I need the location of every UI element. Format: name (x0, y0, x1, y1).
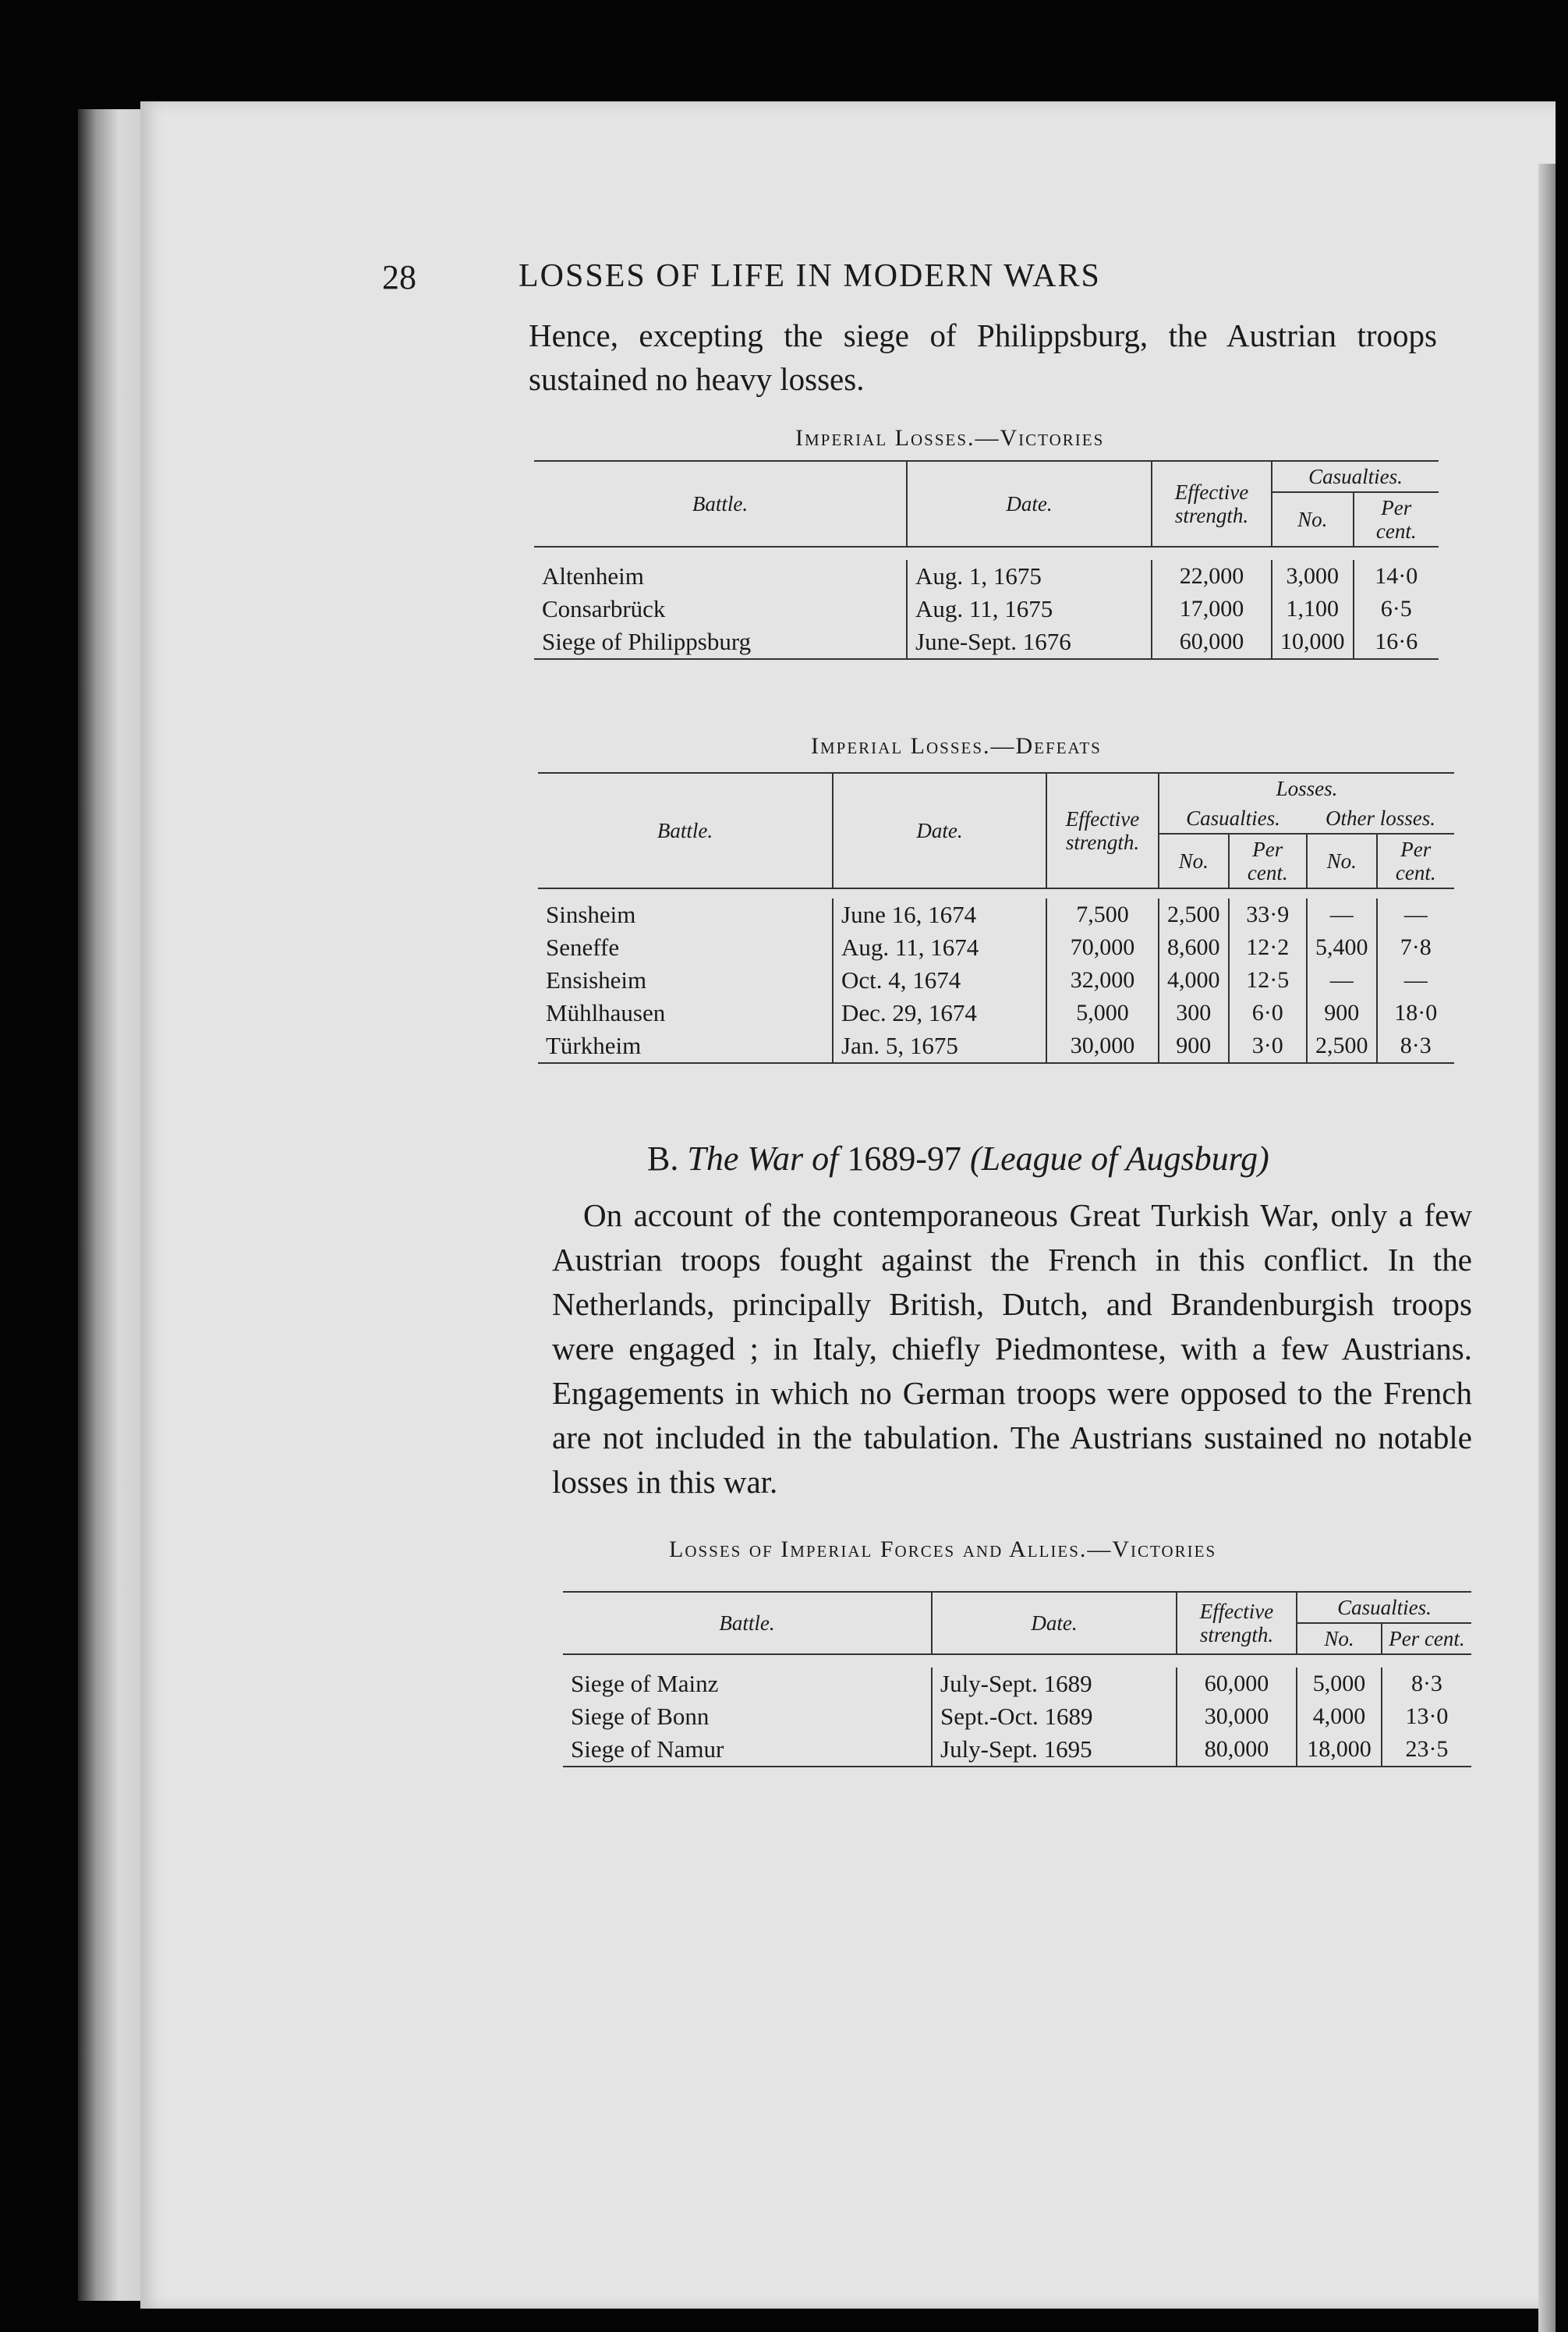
table-row (534, 626, 1439, 659)
battle-cell: Türkheim (546, 1032, 642, 1059)
date-cell: Sept.-Oct. 1689 (932, 1700, 1177, 1733)
other-no-cell: — (1307, 964, 1377, 997)
other-no-cell: 900 (1307, 997, 1377, 1030)
effective-cell: 30,000 (1177, 1700, 1297, 1733)
body-paragraph-block (552, 1193, 1472, 1504)
table3-header-percent: Per cent. (1382, 1623, 1471, 1654)
table3-header-casualties: Casualties. (1297, 1592, 1471, 1623)
table3-header-battle: Battle. (719, 1611, 775, 1635)
table-row (538, 1030, 1454, 1063)
table2-header-cas-percent: Per cent. (1229, 834, 1308, 888)
date-cell: July-Sept. 1695 (932, 1733, 1177, 1767)
date-cell: Oct. 4, 1674 (833, 964, 1046, 997)
battle-cell: Siege of Philippsburg (542, 628, 752, 655)
table2-header-battle: Battle. (657, 819, 713, 842)
section-years: 1689-97 (847, 1139, 961, 1178)
effective-cell: 70,000 (1046, 931, 1159, 964)
casualties-percent-cell: 14·0 (1354, 560, 1439, 593)
casualties-percent-cell: 16·6 (1354, 626, 1439, 659)
effective-cell: 60,000 (1177, 1667, 1297, 1700)
date-cell: Jan. 5, 1675 (833, 1030, 1046, 1063)
section-title-prefix: The War of (687, 1139, 839, 1178)
table1-header-effective: Effective strength. (1152, 461, 1272, 547)
battle-cell: Ensisheim (546, 966, 647, 994)
effective-cell: 22,000 (1152, 560, 1272, 593)
battle-cell: Sinsheim (546, 901, 636, 928)
table1-header-casualties: Casualties. (1272, 461, 1439, 492)
table1-header-date: Date. (907, 461, 1152, 547)
table1 (534, 460, 1439, 660)
table-row (538, 931, 1454, 964)
table2-header-oth-no: No. (1307, 834, 1377, 888)
casualties-percent-cell: 12·5 (1229, 964, 1308, 997)
page-edge (1538, 164, 1556, 2332)
effective-cell: 5,000 (1046, 997, 1159, 1030)
table-row (563, 1667, 1471, 1700)
table-row (534, 560, 1439, 593)
date-cell: Aug. 11, 1675 (907, 593, 1152, 626)
table2-header-casualties: Casualties. (1159, 803, 1307, 834)
table3-header-effective: Effective strength. (1177, 1592, 1297, 1654)
table1-header-battle: Battle. (692, 492, 749, 516)
casualties-percent-cell: 6·5 (1354, 593, 1439, 626)
casualties-no-cell: 10,000 (1272, 626, 1354, 659)
running-title: LOSSES OF LIFE IN MODERN WARS (519, 258, 1101, 294)
section-letter: B. (647, 1139, 679, 1178)
other-percent-cell: 8·3 (1377, 1030, 1455, 1063)
casualties-no-cell: 2,500 (1159, 898, 1229, 931)
casualties-no-cell: 1,100 (1272, 593, 1354, 626)
casualties-percent-cell: 8·3 (1382, 1667, 1471, 1700)
table1-caption: Imperial Losses.—Victories (795, 425, 1105, 451)
section-heading (647, 1139, 1269, 1178)
other-no-cell: 2,500 (1307, 1030, 1377, 1063)
battle-cell: Altenheim (542, 562, 644, 590)
casualties-percent-cell: 3·0 (1229, 1030, 1308, 1063)
table-row (534, 593, 1439, 626)
table2-header-other-losses: Other losses. (1307, 803, 1454, 834)
effective-cell: 60,000 (1152, 626, 1272, 659)
table2-header-date: Date. (833, 773, 1046, 888)
casualties-percent-cell: 33·9 (1229, 898, 1308, 931)
table-row (563, 1700, 1471, 1733)
date-cell: June-Sept. 1676 (907, 626, 1152, 659)
battle-cell: Seneffe (546, 934, 620, 961)
date-cell: July-Sept. 1689 (932, 1667, 1177, 1700)
table3-caption: Losses of Imperial Forces and Allies.—Victories (669, 1536, 1217, 1562)
casualties-percent-cell: 13·0 (1382, 1700, 1471, 1733)
intro-paragraph-block (529, 314, 1437, 401)
date-cell: Aug. 1, 1675 (907, 560, 1152, 593)
table3-header-date: Date. (932, 1592, 1177, 1654)
table-row (563, 1733, 1471, 1767)
casualties-no-cell: 5,000 (1297, 1667, 1382, 1700)
section-subtitle: (League of Augsburg) (969, 1139, 1269, 1178)
effective-cell: 17,000 (1152, 593, 1272, 626)
table2-header-effective: Effective strength. (1046, 773, 1159, 888)
casualties-no-cell: 8,600 (1159, 931, 1229, 964)
page-number: 28 (382, 258, 416, 296)
casualties-no-cell: 900 (1159, 1030, 1229, 1063)
casualties-percent-cell: 6·0 (1229, 997, 1308, 1030)
table3 (563, 1591, 1471, 1767)
table2-caption: Imperial Losses.—Defeats (811, 733, 1102, 759)
casualties-percent-cell: 23·5 (1382, 1733, 1471, 1767)
casualties-no-cell: 3,000 (1272, 560, 1354, 593)
other-no-cell: — (1307, 898, 1377, 931)
effective-cell: 30,000 (1046, 1030, 1159, 1063)
battle-cell: Siege of Bonn (571, 1703, 710, 1730)
date-cell: June 16, 1674 (833, 898, 1046, 931)
table2-header-oth-percent: Per cent. (1377, 834, 1455, 888)
table-row (538, 964, 1454, 997)
battle-cell: Consarbrück (542, 595, 666, 622)
casualties-percent-cell: 12·2 (1229, 931, 1308, 964)
table2-header-cas-no: No. (1159, 834, 1229, 888)
effective-cell: 80,000 (1177, 1733, 1297, 1767)
casualties-no-cell: 18,000 (1297, 1733, 1382, 1767)
other-percent-cell: 7·8 (1377, 931, 1455, 964)
table-row (538, 898, 1454, 931)
battle-cell: Siege of Mainz (571, 1670, 719, 1697)
other-percent-cell: — (1377, 964, 1455, 997)
battle-cell: Siege of Namur (571, 1735, 724, 1763)
other-percent-cell: 18·0 (1377, 997, 1455, 1030)
table1-header-percent: Per cent. (1354, 492, 1439, 547)
casualties-no-cell: 4,000 (1159, 964, 1229, 997)
casualties-no-cell: 300 (1159, 997, 1229, 1030)
table3-header-no: No. (1297, 1623, 1382, 1654)
table2 (538, 772, 1454, 1064)
effective-cell: 32,000 (1046, 964, 1159, 997)
casualties-no-cell: 4,000 (1297, 1700, 1382, 1733)
table2-header-losses: Losses. (1159, 773, 1454, 803)
other-no-cell: 5,400 (1307, 931, 1377, 964)
other-percent-cell: — (1377, 898, 1455, 931)
body-paragraph: On account of the contemporaneous Great Turkish War, only a few Austrian troops fought against the French in this conflict. In the Netherlands, principally British, Dutch, and Brandenburgish troops were engaged ; in Italy, chiefly Piedmontese, with a few Austrians. Engagements in which no German troops were opposed to the French are not included in the tabulation. The Austrians sustained no notable losses in this war. (552, 1197, 1472, 1500)
date-cell: Dec. 29, 1674 (833, 997, 1046, 1030)
date-cell: Aug. 11, 1674 (833, 931, 1046, 964)
battle-cell: Mühlhausen (546, 999, 666, 1026)
effective-cell: 7,500 (1046, 898, 1159, 931)
table-row (538, 997, 1454, 1030)
table1-header-no: No. (1272, 492, 1354, 547)
intro-paragraph: Hence, excepting the siege of Philippsburg, the Austrian troops sustained no heavy losses. (529, 317, 1437, 397)
